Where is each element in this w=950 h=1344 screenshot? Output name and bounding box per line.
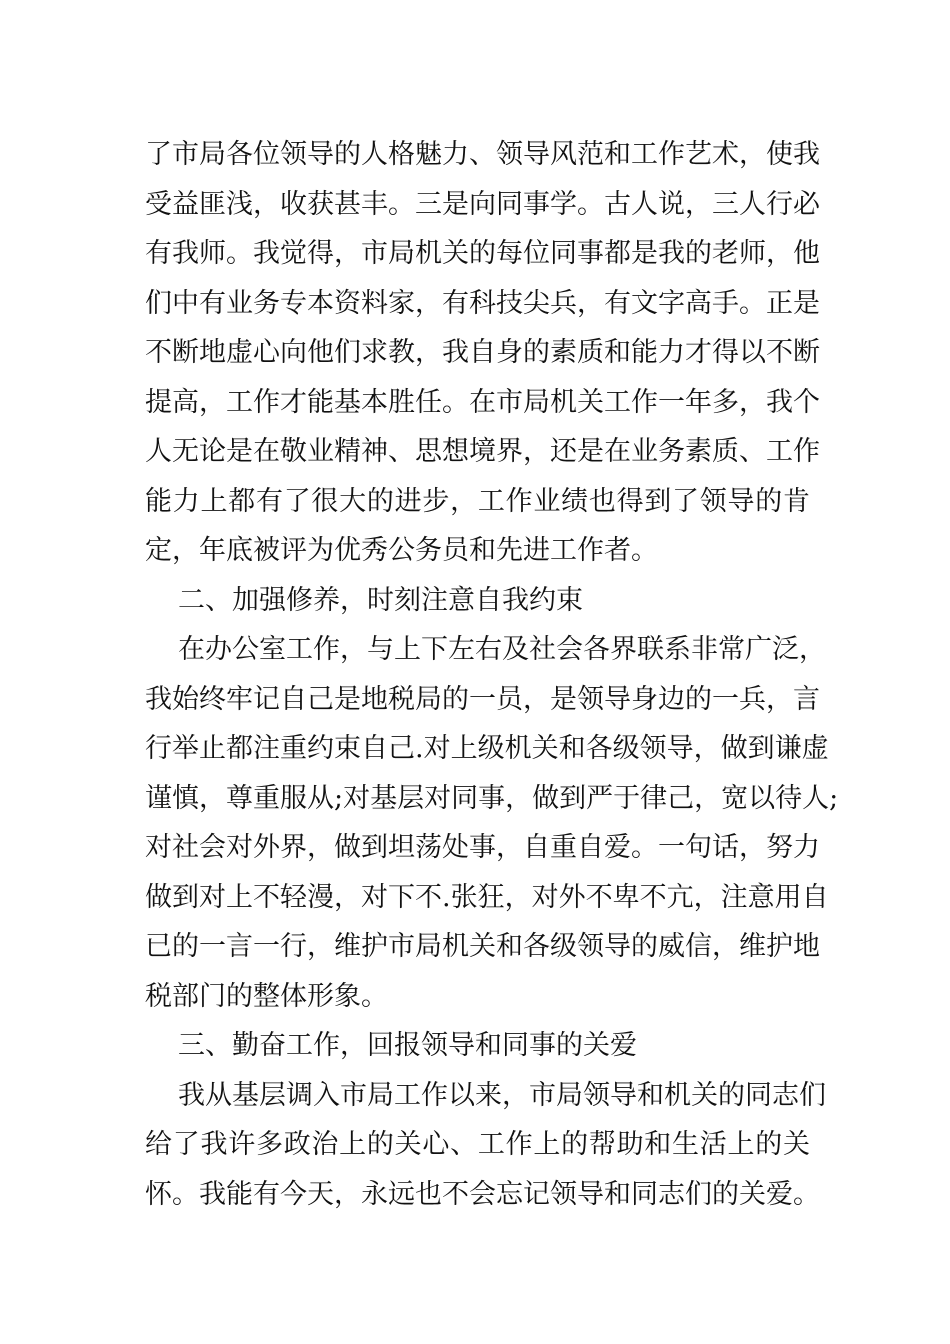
body-text-line: 人无论是在敬业精神、思想境界，还是在业务素质、工作 <box>145 436 820 467</box>
body-text-line: 对社会对外界，做到坦荡处事，自重自爱。一句话，努力 <box>145 832 820 863</box>
body-text-line: 行举止都注重约束自己.对上级机关和各级领导，做到谦虚 <box>145 733 829 764</box>
body-text-line: 们中有业务专本资料家，有科技尖兵，有文字高手。正是 <box>145 287 820 319</box>
body-text-line: 不断地虚心向他们求教，我自身的素质和能力才得以不断 <box>145 337 820 368</box>
paragraph-first-line: 在办公室工作，与上下左右及社会各界联系非常广泛， <box>178 634 826 665</box>
body-text-line: 给了我许多政治上的关心、工作上的帮助和生活上的关 <box>145 1129 810 1160</box>
body-text-line: 怀。我能有今天，永远也不会忘记领导和同志们的关爱。 <box>145 1178 820 1210</box>
document-body <box>145 130 839 1219</box>
body-text-line: 能力上都有了很大的进步，工作业绩也得到了领导的肯 <box>145 485 810 517</box>
section-heading: 二、加强修养，时刻注意自我约束 <box>178 584 583 616</box>
body-text-line: 受益匪浅，收获甚丰。三是向同事学。古人说，三人行必 <box>145 188 820 220</box>
body-text-line: 税部门的整体形象。 <box>145 980 388 1012</box>
paragraph-first-line: 我从基层调入市局工作以来，市局领导和机关的同志们 <box>178 1079 826 1111</box>
body-text-line: 定，年底被评为优秀公务员和先进工作者。 <box>145 535 658 566</box>
body-text-line: 我始终牢记自己是地税局的一员，是领导身边的一兵，言 <box>145 683 820 715</box>
section-heading: 三、勤奋工作，回报领导和同事的关爱 <box>178 1030 637 1061</box>
body-text-line: 已的一言一行，维护市局机关和各级领导的威信，维护地 <box>145 931 820 962</box>
body-text-line: 谨慎，尊重服从;对基层对同事，做到严于律己，宽以待人; <box>145 782 839 814</box>
body-text-line: 提高，工作才能基本胜任。在市局机关工作一年多，我个 <box>145 386 820 418</box>
body-text-line: 了市局各位领导的人格魅力、领导风范和工作艺术，使我 <box>145 139 820 170</box>
body-text-line: 做到对上不轻漫，对下不.张狂，对外不卑不亢，注意用自 <box>145 881 829 913</box>
body-text-line: 有我师。我觉得，市局机关的每位同事都是我的老师，他 <box>145 238 820 269</box>
